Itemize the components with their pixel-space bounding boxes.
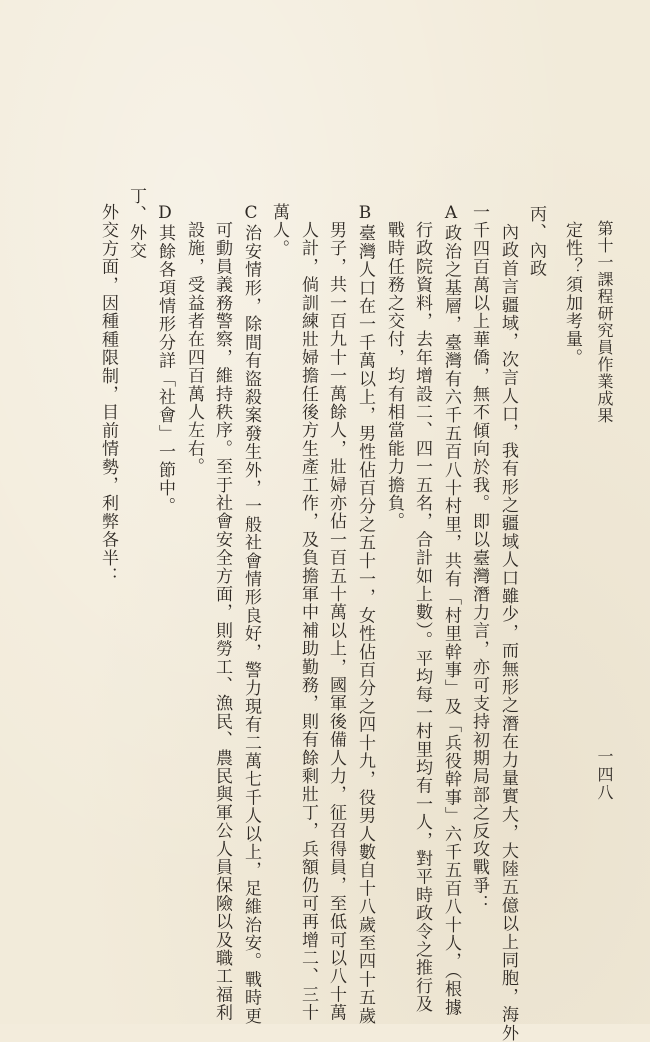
text-column: 內政首言疆域，次言人口，我有形之疆域人口雖少，而無形之潛在力量實大，大陸五億以上同胞，海外 bbox=[498, 223, 518, 1042]
text-column: A政治之基層，臺灣有六千五百八十村里，共有「村里幹事」及「兵役幹事」六千五百八十人，（根據 bbox=[441, 203, 461, 1017]
text-column: 可動員義務警察，維持秩序。至于社會安全方面，則勞工、漁民、農民與軍公人員保險以及職工福利 bbox=[212, 221, 232, 1022]
text-column: 戰時任務之交付，均有相當能力擔負。 bbox=[384, 221, 404, 531]
text-column: 萬人。 bbox=[269, 203, 289, 258]
text-column: 行政院資料，去年增設二、四一五名，合計如上數）。平均每一村里均有一人，對平時政令之推行及 bbox=[412, 221, 432, 1014]
text-column: D其餘各項情形分詳「社會」一節中。 bbox=[155, 203, 175, 516]
text-column: 定性？須加考量。 bbox=[562, 221, 582, 367]
text-column: C治安情形，除間有盜殺案發生外，一般社會情形良好，警力現有二萬七千人以上，足維治安。戰時更 bbox=[241, 203, 261, 1025]
section-heading: 丁、外交 bbox=[126, 187, 146, 260]
text-column: 人計，倘訓練壯婦擔任後方生產工作，及負擔軍中補助勤務，則有餘剩壯丁，兵額仍可再增二、三十 bbox=[298, 221, 318, 1022]
text-column: B臺灣人口在一千萬以上，男性佔百分之五十一，女性佔百分之四十九，役男人數自十八歲至四十五歲 bbox=[355, 203, 375, 1025]
running-header: 第十一課程研究員作業成果 bbox=[595, 220, 614, 424]
page-number: 一四八 bbox=[595, 748, 614, 802]
text-column: 外交方面，因種種限制，目前情勢，利弊各半： bbox=[98, 203, 118, 586]
text-column: 男子，共一百九十一萬餘人，壯婦亦佔一百五十萬以上，國軍後備人力，征召得員，至低可以八十萬 bbox=[326, 221, 346, 1022]
text-column: 一千四百萬以上華僑，無不傾向於我。即以臺灣潛力言，亦可支持初期局部之反攻戰爭： bbox=[469, 203, 489, 913]
text-column: 設施，受益者在四百萬人左右。 bbox=[184, 221, 204, 476]
section-heading: 丙、內政 bbox=[526, 205, 546, 278]
